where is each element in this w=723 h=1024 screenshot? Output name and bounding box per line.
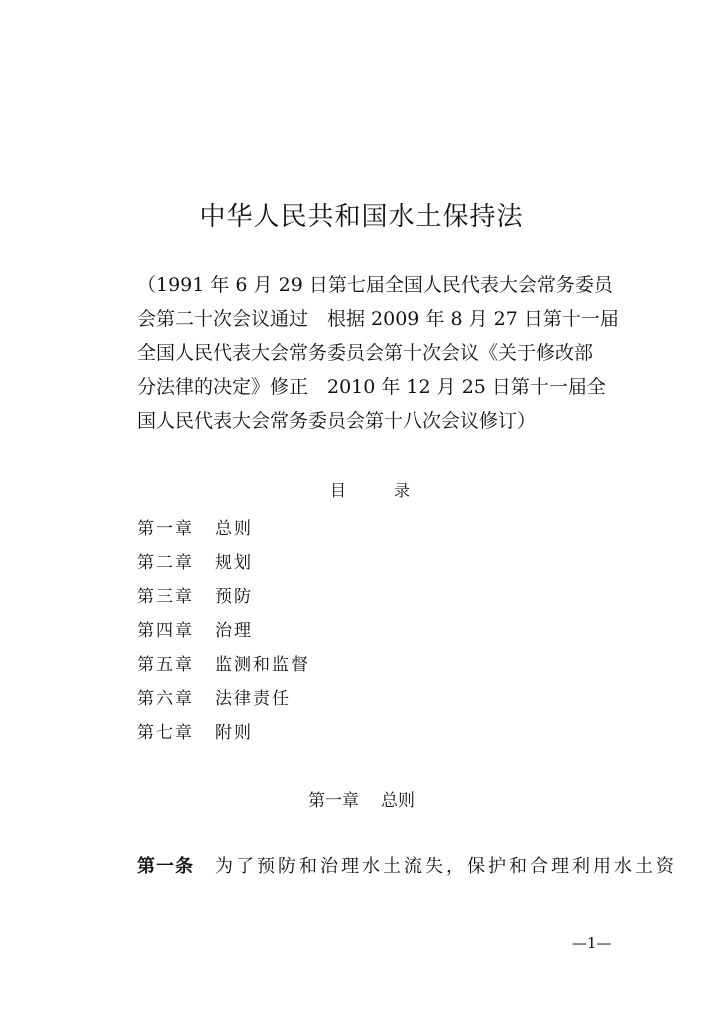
toc-chapter-name: 监测和监督 — [215, 655, 310, 675]
preamble — [137, 268, 619, 438]
toc-chapter-number: 第一章 — [137, 519, 194, 539]
chapter-name: 总则 — [381, 791, 415, 811]
toc-chapter-name: 治理 — [215, 621, 253, 641]
toc-chapter-name: 总则 — [215, 519, 253, 539]
toc-item[interactable] — [137, 614, 310, 648]
toc-item[interactable] — [137, 648, 310, 682]
toc-chapter-number: 第四章 — [137, 621, 194, 641]
toc-item[interactable] — [137, 580, 310, 614]
toc-chapter-name: 规划 — [215, 553, 253, 573]
toc-heading — [330, 478, 410, 501]
preamble-line: （1991 年 6 月 29 日第七届全国人民代表大会常务委员 — [137, 274, 613, 296]
toc-chapter-name: 法律责任 — [215, 689, 291, 709]
toc-chapter-number: 第六章 — [137, 689, 194, 709]
toc-chapter-name: 附则 — [215, 723, 253, 743]
preamble-line: 会第二十次会议通过 根据 2009 年 8 月 27 日第十一届 — [137, 308, 619, 330]
table-of-contents — [137, 512, 310, 750]
toc-heading-part: 录 — [394, 481, 411, 500]
page-number: —1— — [572, 934, 612, 952]
toc-heading-part: 目 — [330, 481, 347, 500]
article-number: 第一条 — [137, 856, 194, 877]
toc-item[interactable] — [137, 682, 310, 716]
toc-item[interactable] — [137, 716, 310, 750]
preamble-line: 国人民代表大会常务委员会第十八次会议修订） — [137, 410, 537, 432]
preamble-line: 分法律的决定》修正 2010 年 12 月 25 日第十一届全 — [137, 376, 606, 398]
chapter-number: 第一章 — [308, 791, 359, 811]
document-title: 中华人民共和国水土保持法 — [199, 202, 524, 232]
toc-chapter-number: 第二章 — [137, 553, 194, 573]
toc-chapter-name: 预防 — [215, 587, 253, 607]
toc-chapter-number: 第七章 — [137, 723, 194, 743]
article-text: 为了预防和治理水土流失，保护和合理利用水土资 — [215, 856, 677, 877]
toc-item[interactable] — [137, 546, 310, 580]
toc-chapter-number: 第五章 — [137, 655, 194, 675]
preamble-line: 全国人民代表大会常务委员会第十次会议《关于修改部 — [137, 342, 594, 364]
toc-chapter-number: 第三章 — [137, 587, 194, 607]
toc-item[interactable] — [137, 512, 310, 546]
article — [137, 852, 677, 878]
chapter-heading — [0, 786, 723, 811]
